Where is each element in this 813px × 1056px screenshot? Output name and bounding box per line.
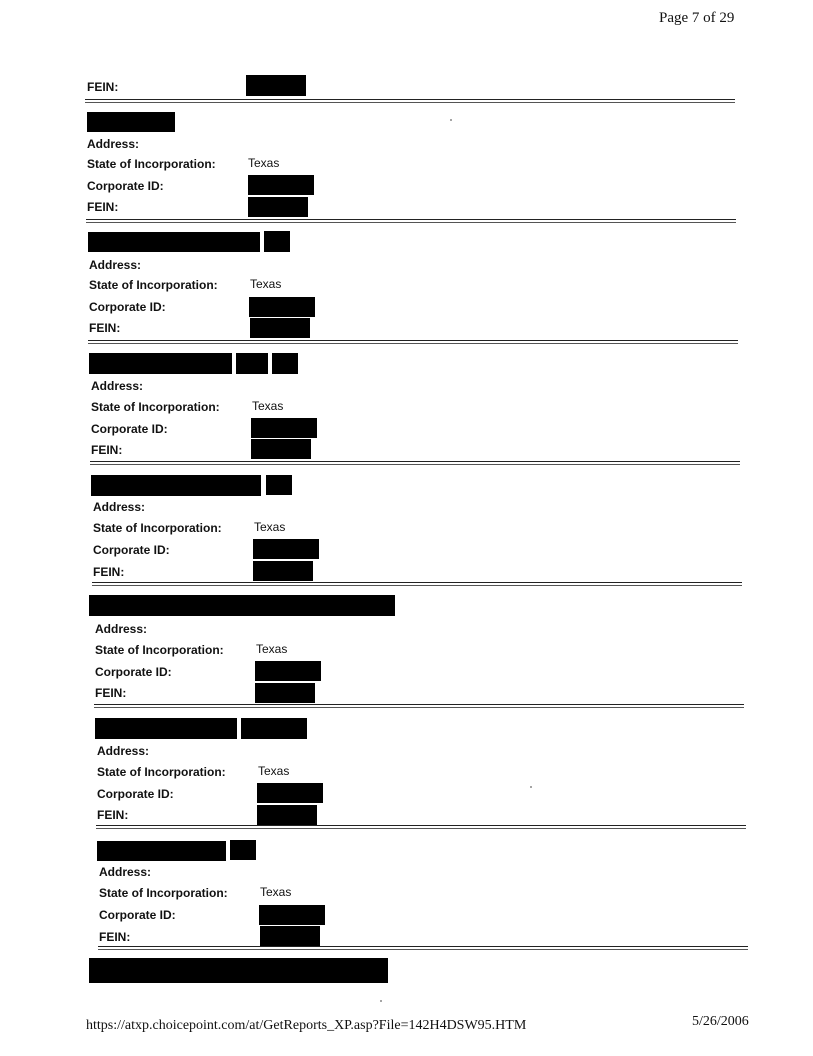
redacted-corporate-id — [251, 418, 317, 438]
fein-label: FEIN: — [95, 686, 127, 700]
corporate-id-label: Corporate ID: — [89, 300, 166, 314]
corporate-id-label: Corporate ID: — [91, 422, 168, 436]
address-label: Address: — [89, 258, 142, 272]
state-of-incorporation-label: State of Incorporation: — [87, 157, 216, 171]
state-of-incorporation-value: Texas — [256, 642, 288, 656]
divider-line — [92, 582, 742, 583]
redacted-fein — [253, 561, 313, 581]
redacted-company-name — [272, 353, 298, 374]
redacted-corporate-id — [248, 175, 314, 195]
address-label: Address: — [87, 137, 140, 151]
fein-label: FEIN: — [89, 321, 121, 335]
redacted-company-name — [236, 353, 268, 374]
divider-line — [98, 949, 748, 950]
redacted-company-name — [89, 353, 232, 374]
address-label: Address: — [93, 500, 146, 514]
redacted-corporate-id — [253, 539, 319, 559]
redacted-fein — [248, 197, 308, 217]
divider-line — [96, 828, 746, 829]
scan-speck — [450, 119, 452, 121]
scan-speck — [530, 786, 532, 788]
divider-line — [86, 222, 736, 223]
scan-speck — [380, 1000, 382, 1002]
redacted-fein — [250, 318, 310, 338]
redacted-company-name — [266, 475, 292, 495]
fein-label: FEIN: — [93, 565, 125, 579]
redacted-company-name — [87, 112, 175, 132]
footer-url: https://atxp.choicepoint.com/at/GetReports_XP.asp?File=142H4DSW95.HTM — [86, 1018, 527, 1033]
divider-line — [86, 219, 736, 220]
redacted-company-name — [89, 595, 395, 616]
redacted-company-name — [89, 958, 388, 983]
redacted-corporate-id — [255, 661, 321, 681]
redacted-fein — [251, 439, 311, 459]
state-of-incorporation-value: Texas — [248, 156, 280, 170]
divider-line — [94, 704, 744, 705]
state-of-incorporation-value: Texas — [250, 277, 282, 291]
redacted-corporate-id — [257, 783, 323, 803]
state-of-incorporation-label: State of Incorporation: — [93, 521, 222, 535]
address-label: Address: — [95, 622, 148, 636]
divider-line — [90, 464, 740, 465]
redacted-company-name — [88, 232, 260, 252]
divider-line — [88, 340, 738, 341]
redacted-fein — [260, 926, 320, 946]
state-of-incorporation-value: Texas — [252, 399, 284, 413]
divider-line — [96, 825, 746, 826]
redacted-company-name — [230, 840, 256, 860]
fein-label: FEIN: — [87, 80, 119, 94]
corporate-id-label: Corporate ID: — [97, 787, 174, 801]
redacted-fein — [255, 683, 315, 703]
redacted-company-name — [91, 475, 261, 496]
redacted-company-name — [241, 718, 307, 739]
state-of-incorporation-value: Texas — [254, 520, 286, 534]
redacted-company-name — [95, 718, 237, 739]
divider-line — [85, 99, 735, 100]
divider-line — [94, 707, 744, 708]
redacted-fein — [246, 75, 306, 96]
state-of-incorporation-label: State of Incorporation: — [99, 886, 228, 900]
state-of-incorporation-label: State of Incorporation: — [95, 643, 224, 657]
footer-date: 5/26/2006 — [692, 1014, 749, 1029]
redacted-fein — [257, 805, 317, 825]
redacted-corporate-id — [249, 297, 315, 317]
state-of-incorporation-label: State of Incorporation: — [91, 400, 220, 414]
divider-line — [85, 102, 735, 103]
redacted-company-name — [264, 231, 290, 252]
state-of-incorporation-value: Texas — [260, 885, 292, 899]
corporate-id-label: Corporate ID: — [93, 543, 170, 557]
fein-label: FEIN: — [87, 200, 119, 214]
corporate-id-label: Corporate ID: — [95, 665, 172, 679]
corporate-id-label: Corporate ID: — [87, 179, 164, 193]
divider-line — [92, 585, 742, 586]
divider-line — [90, 461, 740, 462]
fein-label: FEIN: — [91, 443, 123, 457]
redacted-corporate-id — [259, 905, 325, 925]
corporate-id-label: Corporate ID: — [99, 908, 176, 922]
fein-label: FEIN: — [99, 930, 131, 944]
divider-line — [88, 343, 738, 344]
fein-label: FEIN: — [97, 808, 129, 822]
divider-line — [98, 946, 748, 947]
state-of-incorporation-value: Texas — [258, 764, 290, 778]
address-label: Address: — [99, 865, 152, 879]
address-label: Address: — [91, 379, 144, 393]
redacted-company-name — [97, 841, 226, 861]
page-number: Page 7 of 29 — [659, 10, 735, 26]
state-of-incorporation-label: State of Incorporation: — [97, 765, 226, 779]
address-label: Address: — [97, 744, 150, 758]
state-of-incorporation-label: State of Incorporation: — [89, 278, 218, 292]
